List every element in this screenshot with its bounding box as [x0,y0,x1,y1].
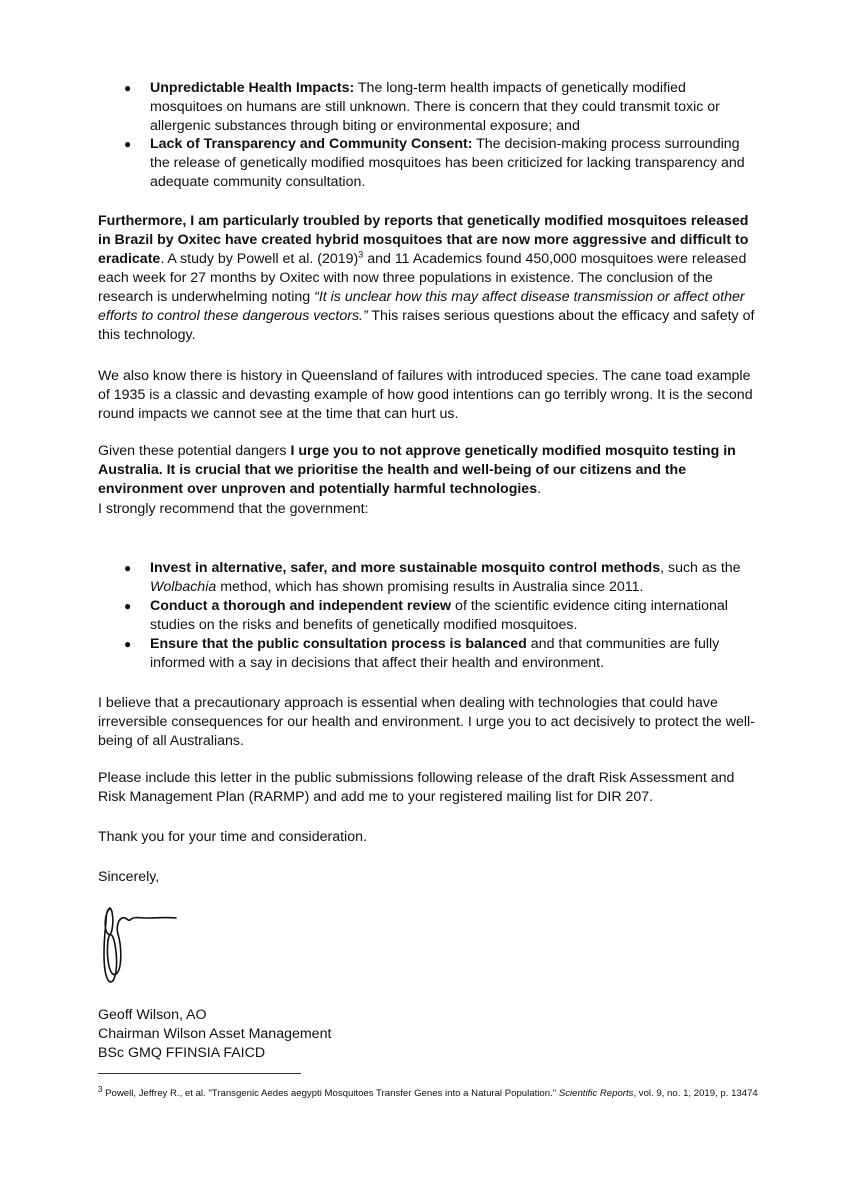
paragraph-include-letter [98,769,763,807]
paragraph-given-dangers [98,442,763,499]
signatory-title: Chairman Wilson Asset Management [98,1026,332,1042]
paragraph-thanks [98,828,763,847]
text-run: Lack of Transparency and Community Consent: [150,136,473,152]
text-run: and that communities are fully informed with a say in decisions that affect their health and environment. [150,636,720,671]
bullet-transparency [150,135,755,192]
text-run: I urge you to not approve genetically modified mosquito testing in Australia. It is crucial that we prioritise the health and well-being of our citizens and the environment over unproven and potentially harmful technologies [98,443,736,497]
text-run: “It is unclear how this may affect disease transmission or affect other efforts to control these dangerous vectors.” [98,289,745,324]
signatory-name: Geoff Wilson, AO [98,1007,207,1023]
text-run: Sincerely, [98,869,160,885]
text-run: Furthermore, I am particularly troubled by reports that genetically modified mosquitoes released in Brazil by Oxitec have created hybrid mosquitoes that are now more aggressive and difficult to eradicate [98,213,749,267]
text-run: We also know there is history in Queensland of failures with introduced species. The cane toad example of 1935 is a classic and devasting example of how good intentions can go terribly wrong. It is the second round impacts we cannot see at the time that can hurt us. [98,368,753,422]
text-run: of the scientific evidence citing international studies on the risks and benefits of genetically modified mosquitoes. [150,598,728,633]
bullet-icon: ● [124,561,132,575]
text-run: Unpredictable Health Impacts: [150,80,355,96]
text-run: I believe that a precautionary approach is essential when dealing with technologies that could have irreversible consequences for our health and environment. I urge you to act decisively to protect the well-being of all Australians. [98,695,755,749]
paragraph-queensland [98,367,763,424]
text-run: . A study by Powell et al. (2019) [160,251,359,267]
closing [98,868,763,887]
signature-image [100,900,185,990]
bullet-review [150,597,740,635]
bullet-icon: ● [124,81,132,95]
bullet-icon: ● [124,599,132,613]
footnote-ref: 3 [98,1084,103,1094]
text-run: Wolbachia [150,579,217,595]
text-run: Thank you for your time and consideration. [98,829,367,845]
footnote [98,1084,758,1101]
text-run: Invest in alternative, safer, and more sustainable mosquito control methods [150,560,661,576]
footnote-ref: 3 [358,249,364,260]
bullet-icon: ● [124,637,132,651]
footnote-divider [98,1073,301,1074]
bullet-invest [150,559,750,597]
text-run: Conduct a thorough and independent review [150,598,452,614]
text-run: Powell, Jeffrey R., et al. "Transgenic Aedes aegypti Mosquitoes Transfer Genes into a Natural Population." [102,1088,559,1099]
text-run: Ensure that the public consultation process is balanced [150,636,527,652]
text-run: and 11 Academics found 450,000 mosquitoes were released each week for 27 months by Oxitec with now three populations in existence. The conclusion of the research is underwhelming noting [98,251,747,305]
text-run: . [537,481,542,497]
paragraph-precaution [98,694,763,751]
text-run: The decision-making process surrounding the release of genetically modified mosquitoes has been criticized for lacking transparency and adequate community consultation. [150,136,745,190]
bullet-health-impacts [150,79,740,136]
paragraph-recommend [98,500,763,519]
bullet-icon: ● [124,137,132,151]
text-run: Please include this letter in the public submissions following release of the draft Risk Assessment and Risk Management Plan (RARMP) and add me to your registered mailing list for DIR 207. [98,770,735,805]
text-run: The long-term health impacts of genetically modified mosquitoes on humans are still unknown. There is concern that they could transmit toxic or allergenic substances through biting or environmental exposure; and [150,80,720,134]
text-run: method, which has shown promising results in Australia since 2011. [216,579,644,595]
text-run: This raises serious questions about the efficacy and safety of this technology. [98,308,755,343]
signatory-credentials: BSc GMQ FFINSIA FAICD [98,1045,266,1061]
text-run: I strongly recommend that the government: [98,501,369,517]
text-run: , vol. 9, no. 1, 2019, p. 13474 [633,1088,758,1099]
text-run: , such as the [660,560,741,576]
paragraph-furthermore [98,212,763,345]
text-run: Scientific Reports [558,1088,634,1099]
bullet-consultation [150,635,750,673]
text-run: Given these potential dangers [98,443,291,459]
